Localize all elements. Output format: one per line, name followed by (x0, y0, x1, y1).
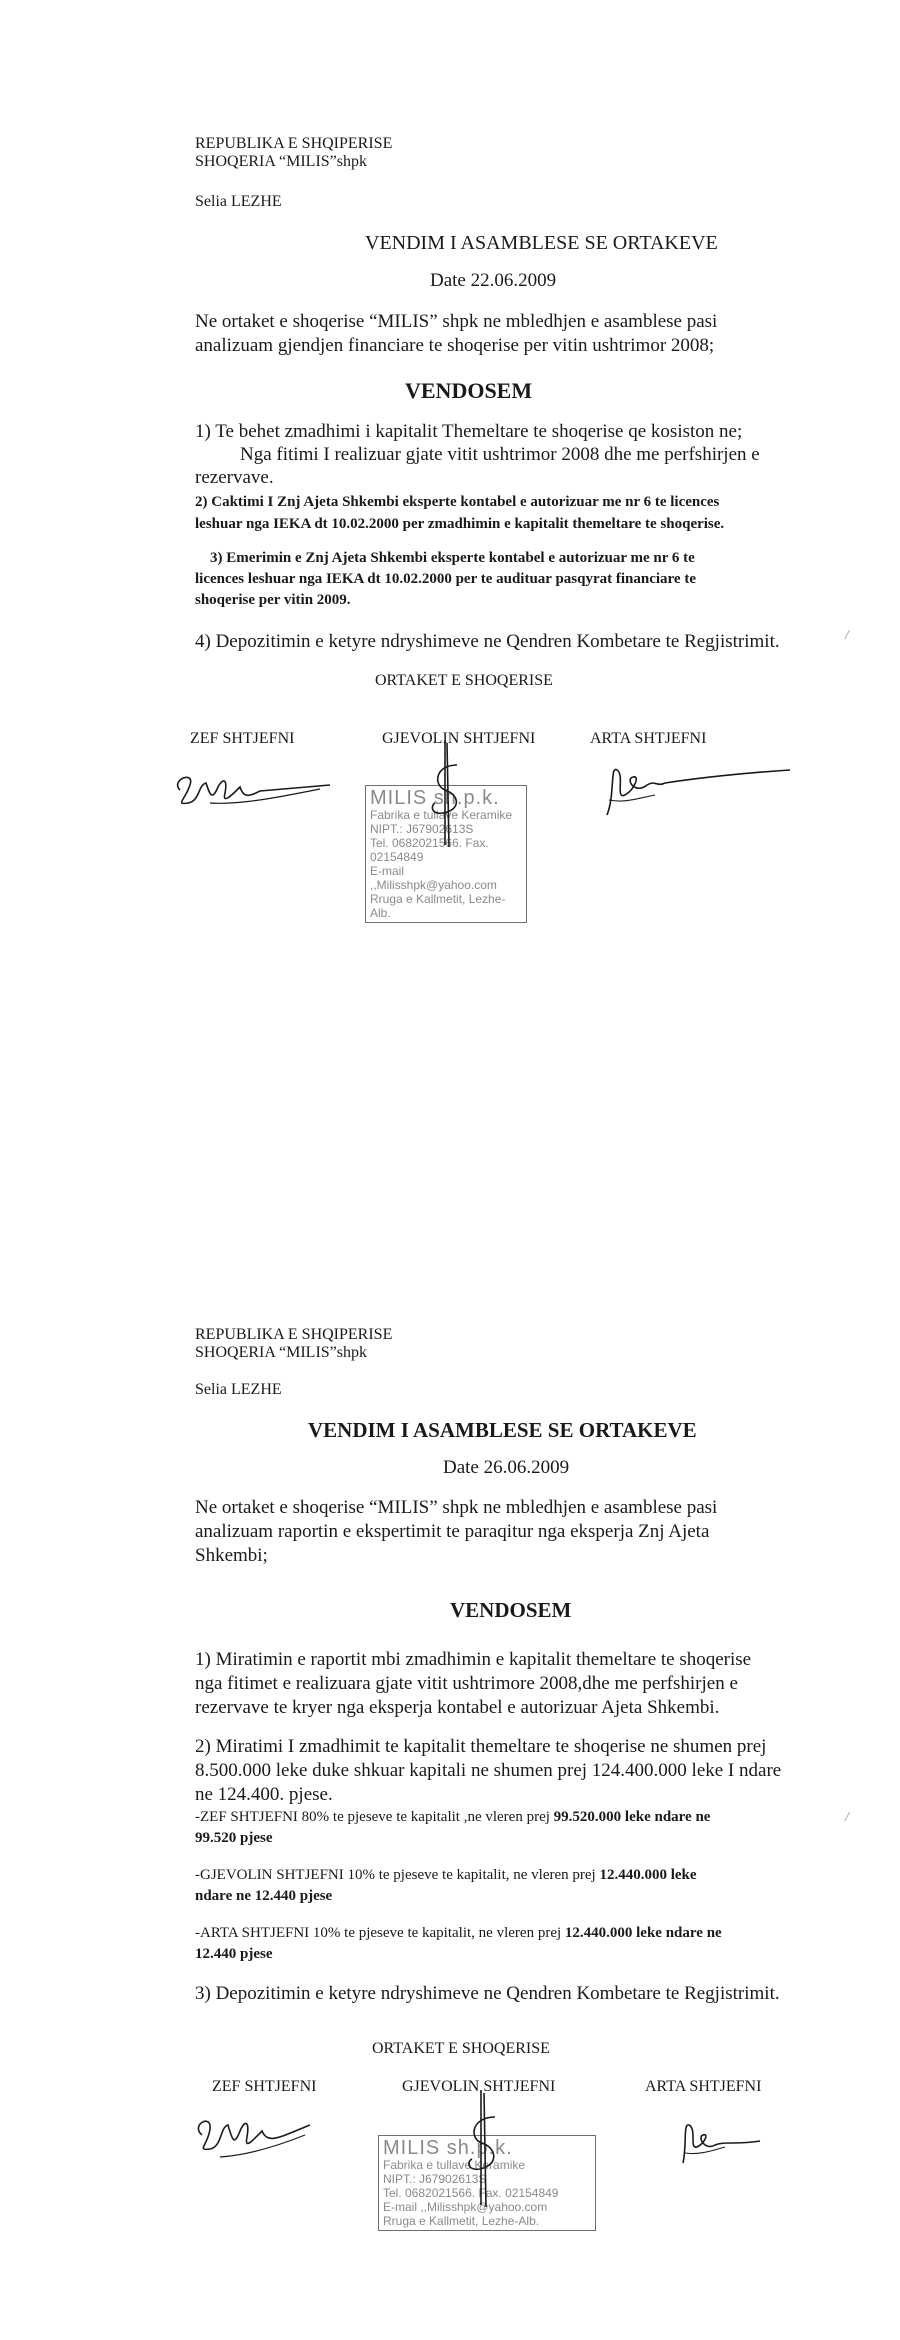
intro-line-3: Shkembi; (195, 1545, 268, 1566)
intro-line-2: analizuam gjendjen financiare te shoqerise per vitin ushtrimor 2008; (195, 335, 715, 356)
item-1-line-1: 1) Te behet zmadhimi i kapitalit Themeltare te shoqerise qe kosiston ne; (195, 421, 743, 442)
share-arta (195, 1923, 722, 1943)
stamp-line-3: Tel. 0682021566. Fax. 02154849 (383, 2186, 559, 2200)
partner-2-signature (405, 735, 485, 855)
seat-location: Selia LEZHE (195, 193, 282, 210)
margin-mark: / (845, 628, 849, 643)
document-date: Date 22.06.2009 (430, 270, 557, 291)
stamp-logo: MILIS sh.p.k. (383, 2137, 513, 2159)
item-1-line-3: rezervave. (195, 467, 274, 488)
item-3-line-3: shoqerise per vitin 2009. (195, 592, 351, 608)
seat-location: Selia LEZHE (195, 1381, 282, 1398)
stamp-logo: MILIS sh.p.k. (370, 787, 500, 809)
partners-heading: ORTAKET E SHOQERISE (375, 672, 553, 689)
item-2-line-2: leshuar nga IEKA dt 10.02.2000 per zmadhimin e kapitalit themeltare te shoqerise. (195, 516, 725, 532)
document-date: Date 26.06.2009 (443, 1457, 570, 1478)
stamp-line-2: NIPT.: J67902613S (383, 2172, 487, 2186)
partner-3-name: ARTA SHTJEFNI (590, 730, 707, 747)
margin-mark: / (845, 1810, 849, 1825)
intro-line-2: analizuam raportin e ekspertimit te paraqitur nga eksperja Znj Ajeta (195, 1521, 710, 1542)
stamp-line-1: Fabrika e tullave Keramike (370, 808, 513, 822)
item-2-line-1: 2) Miratimi I zmadhimit te kapitalit themeltare te shoqerise ne shumen prej (195, 1736, 767, 1757)
item-1-line-1: 1) Miratimin e raportit mbi zmadhimin e kapitalit themeltare te shoqerise (195, 1649, 752, 1670)
share-gjevolin-text: -GJEVOLIN SHTJEFNI 10% te pjeseve te kapitalit, ne vleren prej (195, 1867, 600, 1883)
document-title: VENDIM I ASAMBLESE SE ORTAKEVE (308, 1418, 697, 1442)
stamp-line-5: Rruga e Kallmetit, Lezhe-Alb. (370, 892, 506, 920)
share-gjevolin (195, 1865, 697, 1885)
item-3: 3) Depozitimin e ketyre ndryshimeve ne Qendren Kombetare te Regjistrimit. (195, 1983, 780, 2004)
stamp-line-5: Rruga e Kallmetit, Lezhe-Alb. (383, 2214, 540, 2228)
stamp-line-2: NIPT.: J67902613S (370, 822, 474, 836)
partners-heading: ORTAKET E SHOQERISE (372, 2040, 550, 2057)
share-arta-text: -ARTA SHTJEFNI 10% te pjeseve te kapitalit, ne vleren prej (195, 1925, 565, 1941)
intro-line-1: Ne ortaket e shoqerise “MILIS” shpk ne mbledhjen e asamblese pasi (195, 311, 718, 332)
item-3-line-1: 3) Emerimin e Znj Ajeta Shkembi eksperte kontabel e autorizuar me nr 6 te (210, 550, 695, 566)
stamp-line-4: E-mail ,,Milisshpk@yahoo.com (370, 864, 497, 892)
share-arta-amount: 12.440.000 leke ndare ne (564, 1925, 722, 1941)
stamp-line-1: Fabrika e tullave Keramike (383, 2158, 526, 2172)
share-zef-parts: 99.520 pjese (195, 1830, 273, 1846)
share-gjevolin-amount: 12.440.000 leke (599, 1867, 697, 1883)
partner-3-signature (675, 2115, 765, 2170)
item-2-line-2: 8.500.000 leke duke shkuar kapitali ne shumen prej 124.400.000 leke I ndare (195, 1760, 782, 1781)
item-1-line-2: Nga fitimi I realizuar gjate vitit ushtrimor 2008 dhe me perfshirjen e (240, 444, 760, 465)
item-1-line-2: nga fitimet e realizuara gjate vitit ushtrimore 2008,dhe me perfshirjen e (195, 1673, 738, 1694)
share-arta-parts: 12.440 pjese (195, 1946, 273, 1962)
partner-1-signature (190, 2105, 315, 2170)
share-zef (195, 1807, 710, 1827)
stamp-line-3: Tel. 0682021566. Fax. 02154849 (370, 836, 489, 864)
share-gjevolin-parts: ndare ne 12.440 pjese (195, 1888, 333, 1904)
decision-heading: VENDOSEM (405, 378, 533, 403)
stamp-line-4: E-mail ,,Milisshpk@yahoo.com (383, 2200, 548, 2214)
document-page-2 (0, 1170, 900, 2340)
partner-1-name: ZEF SHTJEFNI (212, 2078, 317, 2095)
partner-1-signature (170, 765, 335, 825)
item-2-line-1: 2) Caktimi I Znj Ajeta Shkembi eksperte kontabel e autorizuar me nr 6 te licences (195, 494, 720, 510)
item-2-line-3: ne 124.400. pjese. (195, 1784, 333, 1805)
partner-3-name: ARTA SHTJEFNI (645, 2078, 762, 2095)
header-country: REPUBLIKA E SHQIPERISE (195, 1326, 393, 1343)
item-1-line-3: rezervave te kryer nga eksperja kontabel e autorizuar Ajeta Shkembi. (195, 1697, 720, 1718)
decision-heading: VENDOSEM (450, 1598, 572, 1622)
share-zef-text: -ZEF SHTJEFNI 80% te pjeseve te kapitalit ,ne vleren prej (195, 1809, 554, 1825)
partner-1-name: ZEF SHTJEFNI (190, 730, 295, 747)
item-3-line-2: licences leshuar nga IEKA dt 10.02.2000 per te audituar pasqyrat financiare te (195, 571, 696, 587)
document-title: VENDIM I ASAMBLESE SE ORTAKEVE (365, 232, 718, 254)
partner-3-signature (595, 755, 795, 825)
partner-2-signature (445, 2085, 525, 2215)
header-country: REPUBLIKA E SHQIPERISE (195, 135, 393, 152)
header-company: SHOQERIA “MILIS”shpk (195, 153, 367, 170)
item-4: 4) Depozitimin e ketyre ndryshimeve ne Qendren Kombetare te Regjistrimit. (195, 631, 780, 652)
header-company: SHOQERIA “MILIS”shpk (195, 1344, 367, 1361)
share-zef-amount: 99.520.000 leke ndare ne (553, 1809, 711, 1825)
intro-line-1: Ne ortaket e shoqerise “MILIS” shpk ne mbledhjen e asamblese pasi (195, 1497, 718, 1518)
partner-2-name: GJEVOLIN SHTJEFNI (382, 730, 536, 747)
partner-2-name: GJEVOLIN SHTJEFNI (402, 2078, 556, 2095)
